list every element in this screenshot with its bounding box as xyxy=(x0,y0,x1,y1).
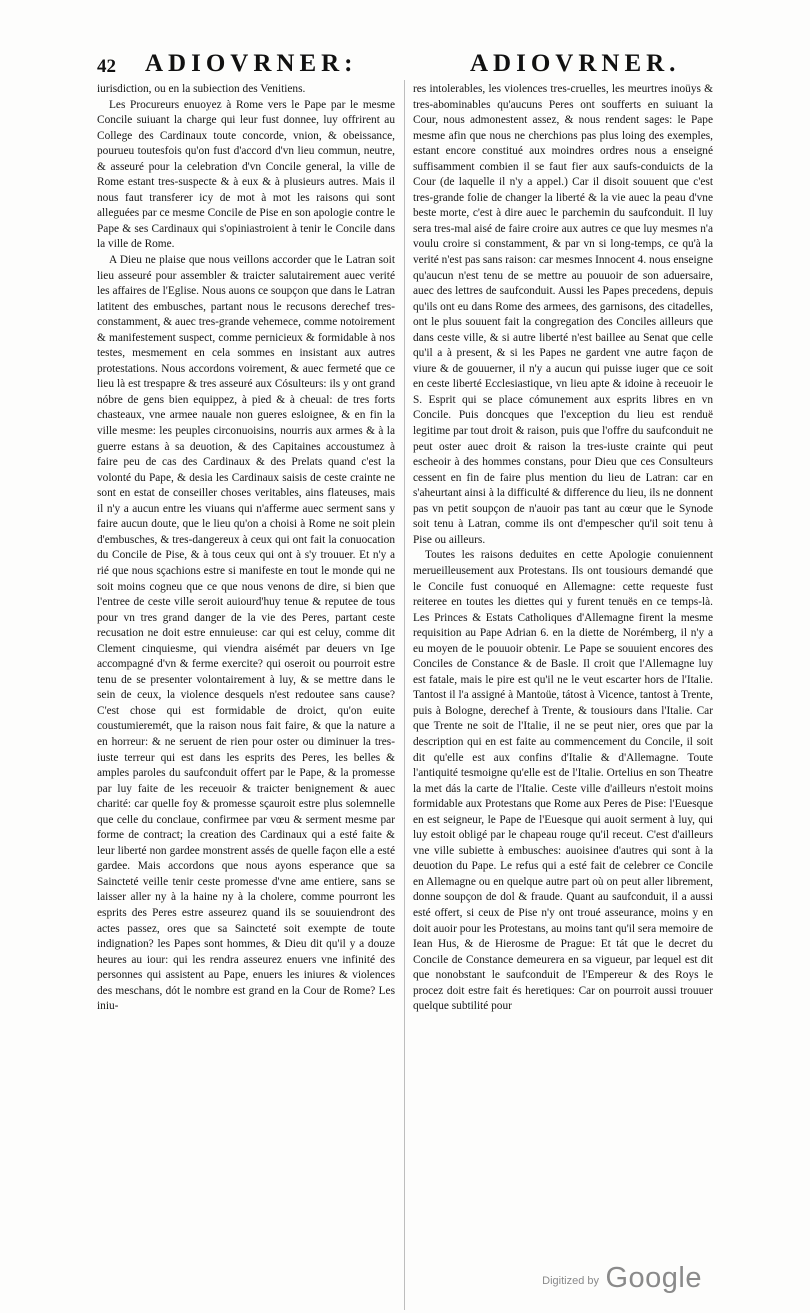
digitized-by-watermark xyxy=(542,1262,702,1295)
right-paragraph-2: Toutes les raisons deduites en cette Apologie conuiennent merueilleusement aux Protestans. Ils ont tousiours demandé que le Concile fust conuoqué en Allemagne: cette requeste fust reiteree en toutes les diettes qui y furent tenuës en ce temps-là. Les Princes & Estats Catholiques d'Allemagne firent la mesme requisition au Pape Adrian 6. en la diette de Norémberg, il n'y a eu moyen de le pouuoir obtenir. Le Pape se souuient encores des Conciles de Constance & de Basle. Il croit que l'Allemagne luy est fatale, mais le pire est qu'il ne le veut escarter hors de l'Italie. Tantost il l'a assigné à Mantoüe, tátost à Vicence, tantost à Trente, puis à Bologne, derechef à Trente, & tousiours dans l'Italie. Car que Trente ne soit de l'Italie, il ne se peut nier, ores que par la description qui en est faite au commencement du Concile, il soit dit qu'elle est aux confins d'Italie & d'Allemagne. Toute l'antiquité tesmoigne qu'elle est de l'Italie. Ortelius en son Theatre la met dás la carte de l'Italie. Ceste ville d'ailleurs n'estoit moins formidable aux Protestans que Rome aux Peres de Pise: l'Euesque en est seigneur, le Pape de l'Euesque qui auoit serment à luy, qui luy estoit obligé par le chapeau rouge qu'il receut. C'est d'ailleurs vne ville subiette à embusches: auoisinee d'autres qui sont à la deuotion du Pape. Le refus qui a esté fait de celebrer ce Concile en Allemagne ou en quelque autre part où on peut aller librement, donne soupçon de dol & fraude. Quant au saufconduit, il a aussi esté offert, si ceux de Pise n'y ont troué asseurance, moins y en doit auoir pour les Protestans, au moins tant qu'il sera memoire de Iean Hus, & de Hierosme de Prague: Et tát que le decret du Concile de Constance demeurera en sa vigueur, par lequel est dit que nonobstant le saufconduit de l'Empereur & des Roys le procez doit estre fait és heretiques: Car on pourroit aussi trouuer quelque subtilité pour xyxy=(413,549,713,1013)
digitized-by-label: Digitized by xyxy=(542,1275,600,1287)
left-paragraph-1: iurisdiction, ou en la subiection des Venitiens. xyxy=(97,83,306,95)
page-number: 42 xyxy=(97,56,116,77)
running-head-left: ADIOVRNER: xyxy=(145,50,358,77)
left-paragraph-2: Les Procureurs enuoyez à Rome vers le Pape par le mesme Concile suiuant la charge qui leur fust donnee, luy offrirent au College des Cardinaux toute concorde, vnion, & obeissance, pourueu toutesfois qu'on fust d'accord d'vn lieu commun, neutre, & asseuré pour la celebration d'vn Concile general, la ville de Rome estant tres-suspecte & à eux & à plusieurs autres. Mais il nous faut transferer icy de mot à mot les raisons qui sont alleguées par ce mesme Concile de Pise en son apologie contre le Pape & ses Cardinaux qui s'opiniastroient à tenir le Concile dans la ville de Rome. xyxy=(97,98,395,251)
right-column xyxy=(413,82,713,1015)
column-divider xyxy=(404,80,405,1310)
left-column xyxy=(97,82,395,1015)
left-paragraph-3: A Dieu ne plaise que nous veillons accorder que le Latran soit lieu asseuré pour assembler & traicter salutairement auec verité les affaires de l'Eglise. Nous auons ce soupçon que dans le Latran latitent des embusches, partant nous le recusons derechef tres-constamment, & auec tres-grande vehemece, comme notoirement & manifestement suspect, comme pernicieux & formidable à nos testes, mesmement en cela sommes en insistant aux autres protestations. Nous accordons voirement, & auec fermeté que ce lieu là est trespapre & tres asseuré aux Cósulteurs: ils y ont grand nóbre de gens bien equippez, à pied & à cheual: de tres forts chasteaux, vne armee nauale non gueres esloignee, & en fin la ville mesme: les peuples circonuoisins, nourris aux armes & à la guerre estans à sa deuotion, & des Capitaines accoustumez à faire peu de cas des Cardinaux & des Prelats quand c'est la volonté du Pape, & desia les Cardinaux saisis de ceste crainte ne sont en estat de conseiller choses veritables, ains flateuses, mais il n'y a aucun entre les viuans qui n'afferme auec serment sans y faire aucun doute, que le lieu qu'on a choisi à Rome ne soit plein d'embusches, & tres-dangereux à ceux qui ont fait la conuocation du Concile de Pise, & à tous ceux qui ont à s'y trouuer. Et n'y a rié que nous sçachions estre si manifeste en tout le monde qui ne soit moins cogneu que ce que nous venons de dire, si bien que l'entree de ceste ville seroit auiourd'huy tenue & reputee de tous pour vn tres grand danger de la vie des Peres, partant ceste recusation ne doit estre ennuieuse: car qui est celuy, comme dit Clement cinquiesme, qui viendra aisémét par deuers vn Ige accompagné d'vn & ferme exercite? qui oseroit ou pourroit estre tenu de se presenter volontairement à luy, & se mettre dans le sein de ceux, la violence desquels n'est redoutee sans cause? C'est chose qui est formidable de droict, qu'on euite coustumieremét, que la raison nous fait faire, & que la nature a en horreur: & ne seruent de rien pour oster ou diminuer la tres-iuste terreur qui est dans les esprits des Peres, les belles & amples paroles du saufconduit offert par le Pape, & la promesse par luy faite de les receuoir & traicter benignement & auec charité: car quelle foy & promesse sçauroit estre plus solemnelle que celle du conclaue, confirmee par vœu & serment mesme par forme de contract; la creation des Cardinaux qui a esté faite & leur liberté non gardee monstrent assés de quelle façon elle a esté gardee. Mais accordons que nous ayons esperance que sa Saincteté veille tenir ceste promesse d'vne ame entiere, sans se laisser aller ny à la haine ny à la cholere, comme pourront les esprits des Peres estre asseurez quand ils se souuiendront des actes passez, ores que sa Saincteté soit exempte de toute indignation? les Papes sont hommes, & Dieu dit qu'il y a douze heures au iour: qui les rendra asseurez enuers vne infinité des personnes qui assistent au Pape, enuers les iniures & violences des meschans, dót le nombre est grand en la Cour de Rome? Les iniu- xyxy=(97,254,395,1013)
google-logo: Google xyxy=(605,1262,702,1294)
running-head-right: ADIOVRNER. xyxy=(470,50,681,77)
right-paragraph-1: res intolerables, les violences tres-cruelles, les meurtres inoüys & tres-abominables qu'aucuns Peres ont soufferts en suiuant la Cour, nous admonestent assez, & nous rendent sages: le Pape mesme afin que nous ne cherchions pas plus loing des exemples, estant encore constitué aux moindres ordres nous a enseigné suffisamment combien il se faut fier aux saufs-conduicts de la Cour (de laquelle il n'y a appel.) Car il disoit souuent que c'est tres-grande folie de changer la liberté & la vie auec la peau d'vne beste morte, c'est à dire auec le parchemin du saufconduit. Il luy sera tres-mal aisé de faire croire aux autres ce que luy mesmes n'a voulu croire si constamment, & par vn si long-temps, ce qu'à la verité n'est pas sans raison: car mesmes Innocent 4. nous enseigne qu'aucun n'est tenu de se mettre au pouuoir de son aduersaire, auec des lettres de saufconduit. Aussi les Papes precedens, depuis qu'ils ont eu dans Rome des armees, des garnisons, des citadelles, ont le plus souuent fait la congregation des Conciles ailleurs que dans ceste ville, & si autre liberté n'est baillee au Senat que celle qu'il a à present, & si les Papes ne gardent vne autre façon de viure & de gouuerner, il n'y a aucun qui puisse iuger que ce soit en ceste liberté Ecclesiastique, vn lieu apte & idoine à receuoir le S. Esprit qui se place cómunement aux esprits libres en vn Concile. Puis doncques que l'exception du lieu est renduë legitime par tout droit & raison, puis que l'offre du saufconduit ne peut oster auec droit & raison la tres-iuste crainte qui peut escheoir à des hommes constans, pour Dieu que ces Consulteurs cessent en fin de faire plus mention du lieu de Latran: car en s'aheurtant ainsi à la difficulté & difference du lieu, ils ne donnent pas vn petit soupçon de n'auoir pas tant au cœur que le Synode soit tenu à Latran, comme ils ont d'empescher qu'il soit tenu à Pise ou ailleurs. xyxy=(413,83,713,546)
